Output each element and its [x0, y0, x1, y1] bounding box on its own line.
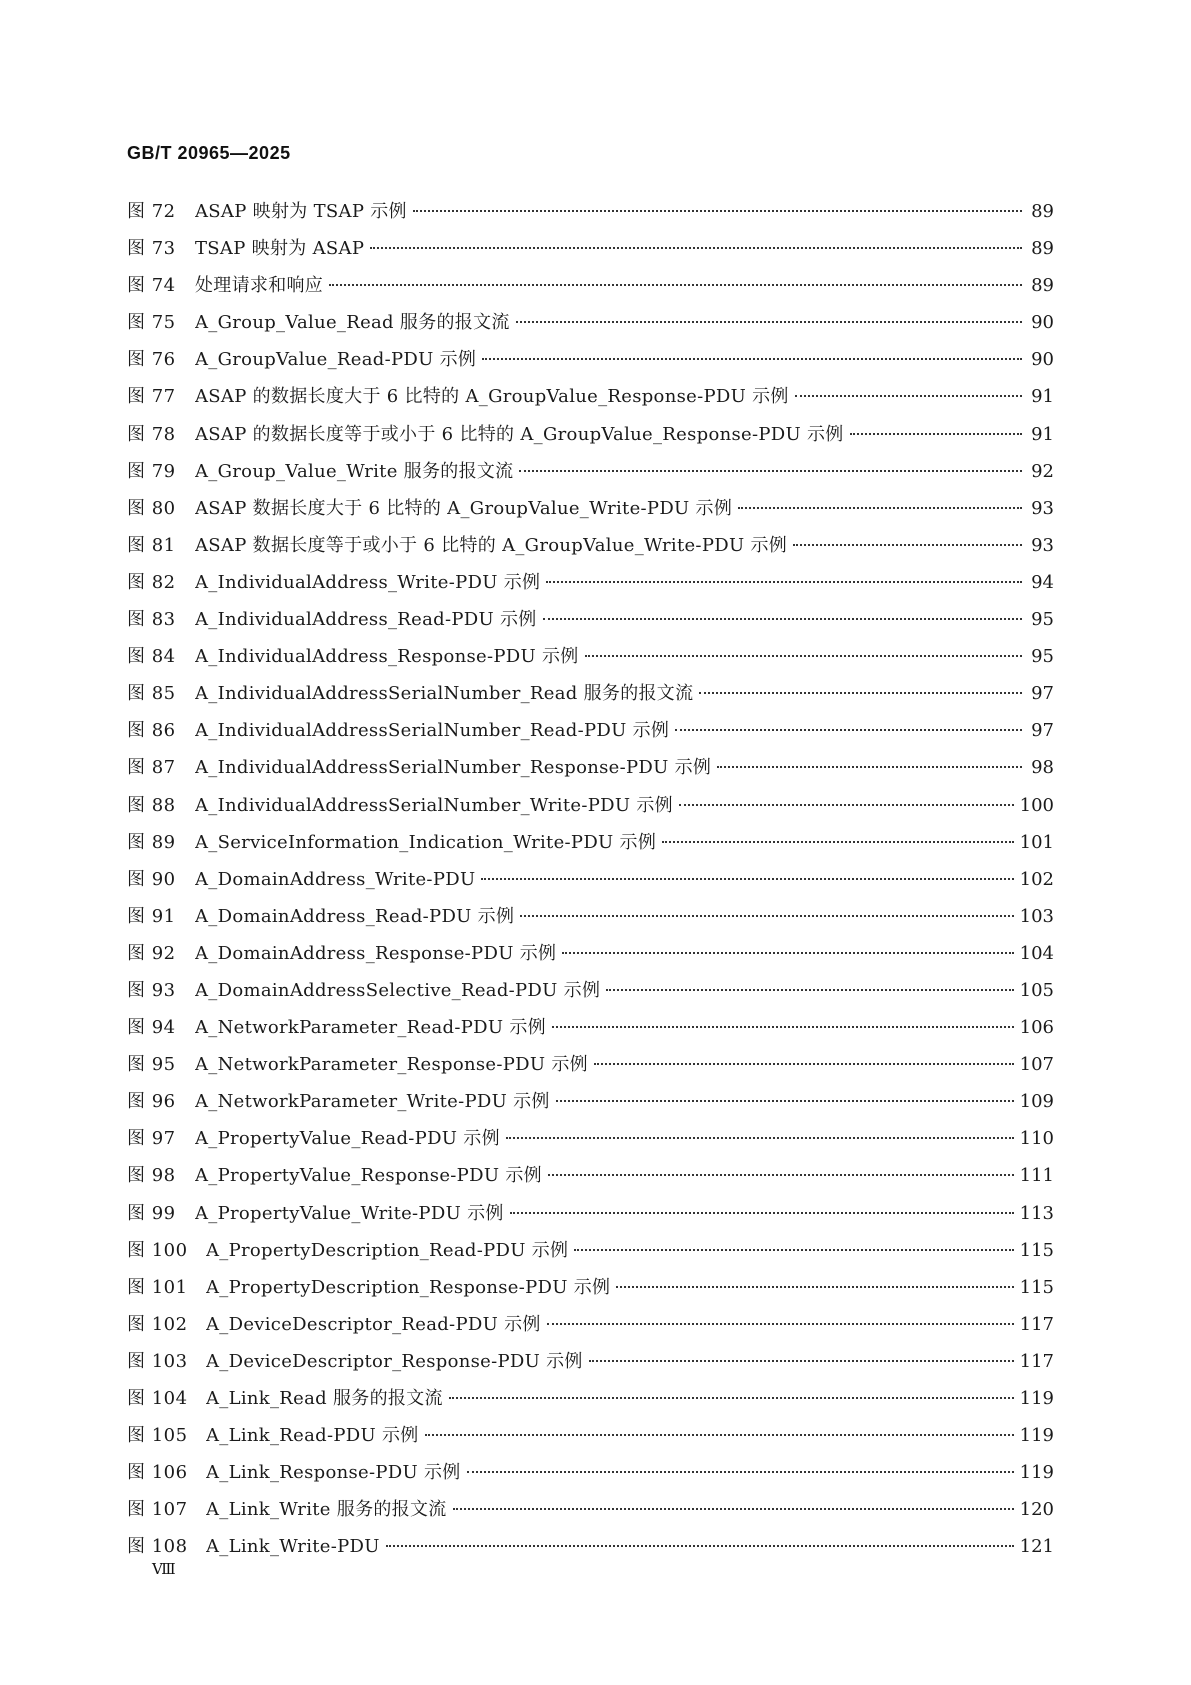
- figure-title: A_ServiceInformation_Indication_Write-PDU 示例: [195, 831, 657, 853]
- toc-entry[interactable]: [127, 638, 1054, 675]
- toc-entry[interactable]: [127, 490, 1054, 527]
- page-number-footer: Ⅷ: [152, 1560, 176, 1578]
- dot-leader: [370, 247, 1022, 249]
- toc-entry[interactable]: [127, 1083, 1054, 1120]
- figure-number: 图 101: [127, 1276, 188, 1298]
- page-number: 110: [1019, 1128, 1054, 1150]
- figure-number: 图 106: [127, 1462, 188, 1484]
- dot-leader: [548, 1174, 1014, 1176]
- toc-entry[interactable]: [127, 1306, 1054, 1343]
- dot-leader: [594, 1063, 1014, 1065]
- figure-number: 图 85: [127, 683, 176, 705]
- dot-leader: [585, 655, 1022, 657]
- page-number: 119: [1019, 1388, 1054, 1409]
- figure-number: 图 86: [127, 720, 176, 742]
- toc-entry[interactable]: [127, 749, 1054, 786]
- page-number: 119: [1019, 1425, 1054, 1447]
- figure-title: A_IndividualAddress_Response-PDU 示例: [195, 646, 579, 668]
- toc-entry[interactable]: [127, 527, 1054, 564]
- dot-leader: [519, 470, 1022, 472]
- figure-title: A_Link_Write-PDU: [206, 1536, 380, 1558]
- page-number: 90: [1031, 312, 1054, 334]
- page-number: 117: [1019, 1350, 1054, 1372]
- figure-number: 图 72: [127, 201, 176, 222]
- toc-entry[interactable]: [127, 1009, 1054, 1046]
- page-number: 89: [1031, 275, 1054, 297]
- dot-leader: [546, 581, 1022, 583]
- page-number: 91: [1031, 386, 1054, 408]
- page-number: 90: [1031, 349, 1054, 371]
- toc-entry[interactable]: [127, 1491, 1054, 1528]
- figure-title: A_Link_Response-PDU 示例: [206, 1462, 461, 1484]
- figure-title: A_IndividualAddress_Read-PDU 示例: [195, 609, 537, 631]
- figure-title: A_PropertyDescription_Response-PDU 示例: [206, 1276, 611, 1298]
- toc-entry[interactable]: [127, 861, 1054, 898]
- dot-leader: [425, 1434, 1014, 1436]
- toc-entry[interactable]: [127, 304, 1054, 341]
- figure-title: A_Group_Value_Write 服务的报文流: [195, 460, 514, 482]
- page-number: 93: [1031, 497, 1054, 519]
- figure-number: 图 96: [127, 1091, 176, 1113]
- toc-entry[interactable]: [127, 341, 1054, 378]
- dot-leader: [516, 321, 1022, 323]
- toc-entry[interactable]: [127, 1120, 1054, 1157]
- figure-number: 图 84: [127, 646, 176, 668]
- page-number: 105: [1019, 979, 1054, 1001]
- page-number: 101: [1019, 831, 1054, 853]
- figure-title: A_NetworkParameter_Response-PDU 示例: [195, 1054, 588, 1076]
- figure-title: A_IndividualAddress_Write-PDU 示例: [195, 571, 541, 593]
- figure-title: ASAP 数据长度大于 6 比特的 A_GroupValue_Write-PDU 示例: [195, 497, 733, 519]
- dot-leader: [547, 1323, 1014, 1325]
- figure-title: A_NetworkParameter_Read-PDU 示例: [195, 1017, 546, 1039]
- figure-number: 图 92: [127, 942, 176, 964]
- page-number: 115: [1019, 1276, 1054, 1298]
- page-number: 93: [1031, 534, 1054, 556]
- dot-leader: [738, 507, 1022, 509]
- figure-number: 图 99: [127, 1202, 176, 1224]
- figure-number: 图 90: [127, 868, 176, 890]
- figure-number: 图 88: [127, 794, 176, 816]
- dot-leader: [543, 618, 1022, 620]
- figure-list: [127, 193, 1054, 1565]
- figure-title: ASAP 的数据长度大于 6 比特的 A_GroupValue_Response-PDU 示例: [195, 386, 789, 408]
- dot-leader: [795, 395, 1022, 397]
- toc-entry[interactable]: [127, 564, 1054, 601]
- figure-title: A_DomainAddress_Response-PDU 示例: [195, 942, 557, 964]
- figure-title: A_Link_Write 服务的报文流: [206, 1499, 447, 1521]
- figure-number: 图 75: [127, 312, 176, 334]
- figure-number: 图 91: [127, 905, 176, 927]
- figure-title: A_DeviceDescriptor_Read-PDU 示例: [206, 1313, 541, 1335]
- dot-leader: [717, 766, 1022, 768]
- figure-number: 图 93: [127, 979, 176, 1001]
- figure-number: 图 108: [127, 1536, 188, 1558]
- toc-entry[interactable]: [127, 453, 1054, 490]
- figure-number: 图 87: [127, 757, 176, 779]
- dot-leader: [413, 210, 1022, 212]
- figure-number: 图 73: [127, 238, 176, 260]
- toc-entry[interactable]: [127, 193, 1054, 230]
- figure-number: 图 79: [127, 460, 176, 482]
- figure-title: A_IndividualAddressSerialNumber_Response-PDU 示例: [195, 757, 712, 779]
- toc-entry[interactable]: [127, 787, 1054, 824]
- page-number: 107: [1019, 1054, 1054, 1076]
- dot-leader: [453, 1508, 1014, 1510]
- figure-title: A_PropertyValue_Response-PDU 示例: [195, 1165, 542, 1187]
- page-number: 113: [1019, 1202, 1054, 1224]
- dot-leader: [589, 1360, 1014, 1362]
- dot-leader: [482, 358, 1022, 360]
- figure-title: A_DeviceDescriptor_Response-PDU 示例: [206, 1350, 583, 1372]
- toc-entry[interactable]: [127, 824, 1054, 861]
- dot-leader: [616, 1286, 1013, 1288]
- dot-leader: [662, 841, 1013, 843]
- toc-entry[interactable]: [127, 972, 1054, 1009]
- page-number: 97: [1031, 720, 1054, 742]
- figure-title: ASAP 数据长度等于或小于 6 比特的 A_GroupValue_Write-PDU 示例: [195, 534, 788, 556]
- page-number: 103: [1019, 905, 1054, 927]
- figure-number: 图 95: [127, 1054, 176, 1076]
- figure-title: A_DomainAddress_Read-PDU 示例: [195, 905, 515, 927]
- figure-title: A_DomainAddress_Write-PDU: [195, 868, 476, 890]
- figure-title: A_Link_Read 服务的报文流: [206, 1388, 443, 1409]
- figure-number: 图 74: [127, 275, 176, 297]
- figure-number: 图 103: [127, 1350, 188, 1372]
- figure-number: 图 83: [127, 609, 176, 631]
- figure-title: A_PropertyValue_Read-PDU 示例: [195, 1128, 500, 1150]
- page-number: 95: [1031, 646, 1054, 668]
- figure-title: A_PropertyDescription_Read-PDU 示例: [206, 1239, 569, 1261]
- page-number: 106: [1019, 1017, 1054, 1039]
- figure-title: A_Group_Value_Read 服务的报文流: [195, 312, 510, 334]
- figure-title: A_IndividualAddressSerialNumber_Read-PDU 示例: [195, 720, 670, 742]
- toc-entry[interactable]: [127, 1157, 1054, 1194]
- page-number: 102: [1019, 868, 1054, 890]
- dot-leader: [510, 1212, 1014, 1214]
- figure-number: 图 94: [127, 1017, 176, 1039]
- toc-entry[interactable]: [127, 675, 1054, 712]
- dot-leader: [699, 692, 1022, 694]
- document-code-header: GB/T 20965—2025: [127, 143, 291, 163]
- page-number: 89: [1031, 238, 1054, 260]
- toc-entry[interactable]: [127, 1046, 1054, 1083]
- figure-title: A_Link_Read-PDU 示例: [206, 1425, 419, 1447]
- toc-entry[interactable]: [127, 898, 1054, 935]
- page-number: 104: [1019, 942, 1054, 964]
- figure-title: TSAP 映射为 ASAP: [195, 238, 365, 260]
- figure-number: 图 81: [127, 534, 176, 556]
- figure-number: 图 98: [127, 1165, 176, 1187]
- figure-title: A_PropertyValue_Write-PDU 示例: [195, 1202, 504, 1224]
- dot-leader: [850, 433, 1022, 435]
- toc-entry[interactable]: [127, 1417, 1054, 1454]
- toc-entry[interactable]: [127, 601, 1054, 638]
- dot-leader: [449, 1397, 1014, 1399]
- dot-leader: [793, 544, 1022, 546]
- figure-number: 图 102: [127, 1313, 188, 1335]
- toc-entry[interactable]: [127, 935, 1054, 972]
- toc-entry[interactable]: [127, 1528, 1054, 1565]
- dot-leader: [606, 989, 1013, 991]
- figure-number: 图 82: [127, 571, 176, 593]
- page-number: 109: [1019, 1091, 1054, 1113]
- dot-leader: [506, 1137, 1014, 1139]
- figure-title: A_IndividualAddressSerialNumber_Write-PDU 示例: [195, 794, 673, 816]
- toc-entry[interactable]: [127, 1195, 1054, 1232]
- toc-entry[interactable]: [127, 1269, 1054, 1306]
- dot-leader: [679, 804, 1014, 806]
- figure-number: 图 78: [127, 423, 176, 445]
- page-number: 100: [1019, 794, 1054, 816]
- figure-number: 图 76: [127, 349, 176, 371]
- figure-number: 图 89: [127, 831, 176, 853]
- dot-leader: [556, 1100, 1014, 1102]
- figure-number: 图 105: [127, 1425, 188, 1447]
- page-number: 111: [1019, 1165, 1054, 1187]
- page-number: 98: [1031, 757, 1054, 779]
- figure-title: 处理请求和响应: [195, 275, 324, 297]
- toc-entry[interactable]: [127, 378, 1054, 415]
- figure-number: 图 100: [127, 1239, 188, 1261]
- figure-title: ASAP 的数据长度等于或小于 6 比特的 A_GroupValue_Response-PDU 示例: [195, 423, 844, 445]
- figure-title: ASAP 映射为 TSAP 示例: [195, 201, 407, 222]
- dot-leader: [481, 878, 1013, 880]
- page-number: 119: [1019, 1462, 1054, 1484]
- page-number: 94: [1031, 571, 1054, 593]
- figure-number: 图 77: [127, 386, 176, 408]
- figure-number: 图 80: [127, 497, 176, 519]
- page-number: 91: [1031, 423, 1054, 445]
- page-number: 117: [1019, 1313, 1054, 1335]
- dot-leader: [467, 1471, 1014, 1473]
- dot-leader: [675, 729, 1022, 731]
- toc-entry[interactable]: [127, 416, 1054, 453]
- figure-title: A_NetworkParameter_Write-PDU 示例: [195, 1091, 550, 1113]
- dot-leader: [552, 1026, 1014, 1028]
- toc-entry[interactable]: [127, 1232, 1054, 1269]
- figure-title: A_DomainAddressSelective_Read-PDU 示例: [195, 979, 601, 1001]
- figure-title: A_GroupValue_Read-PDU 示例: [195, 349, 477, 371]
- dot-leader: [574, 1249, 1013, 1251]
- toc-entry[interactable]: [127, 1380, 1054, 1417]
- dot-leader: [329, 284, 1022, 286]
- figure-number: 图 107: [127, 1499, 188, 1521]
- page-number: 115: [1019, 1239, 1054, 1261]
- toc-entry[interactable]: [127, 1454, 1054, 1491]
- figure-number: 图 104: [127, 1388, 188, 1409]
- dot-leader: [386, 1545, 1014, 1547]
- dot-leader: [520, 915, 1013, 917]
- page-number: 92: [1031, 460, 1054, 482]
- figure-title: A_IndividualAddressSerialNumber_Read 服务的报文流: [195, 683, 694, 705]
- page-number: 97: [1031, 683, 1054, 705]
- toc-entry[interactable]: [127, 1343, 1054, 1380]
- dot-leader: [562, 952, 1013, 954]
- toc-entry[interactable]: [127, 712, 1054, 749]
- page-number: 120: [1019, 1499, 1054, 1521]
- page-number: 121: [1019, 1536, 1054, 1558]
- figure-number: 图 97: [127, 1128, 176, 1150]
- page-number: 95: [1031, 609, 1054, 631]
- toc-entry[interactable]: [127, 267, 1054, 304]
- toc-entry[interactable]: [127, 230, 1054, 267]
- page-number: 89: [1031, 201, 1054, 222]
